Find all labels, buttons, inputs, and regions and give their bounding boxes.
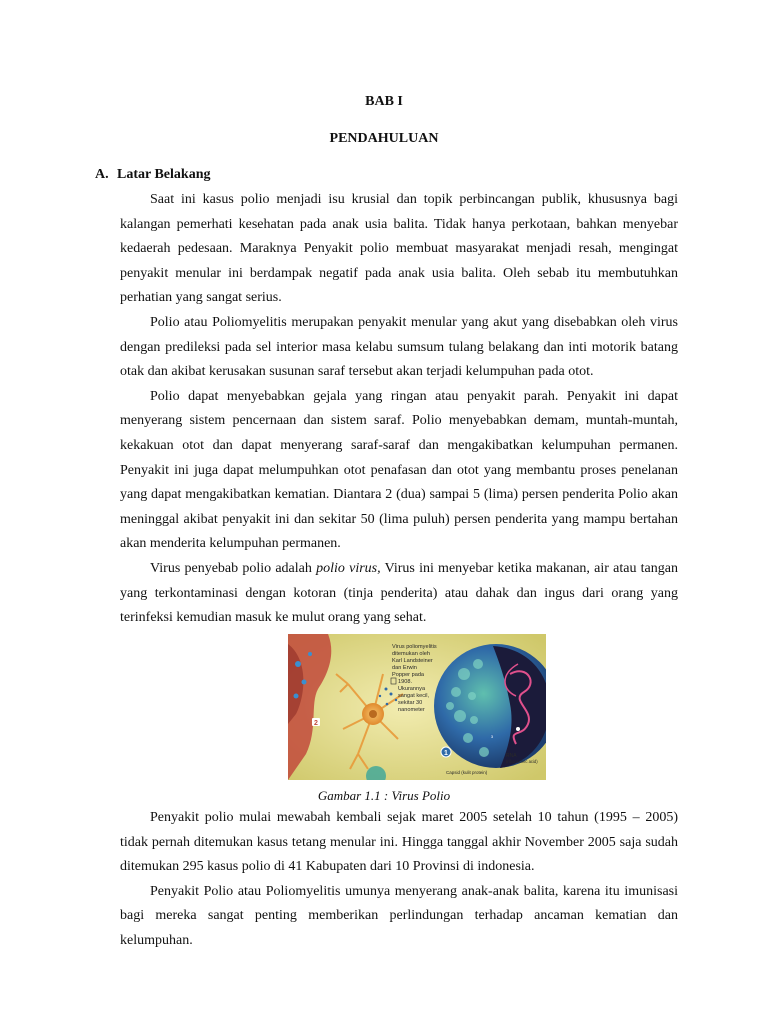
paragraph: Penyakit Polio atau Poliomyelitis umunya menyerang anak-anak balita, karena itu imunisasi bagi mereka sangat penting memberikan perlindungan terhadap ancaman kematian dan kelumpuhan. xyxy=(120,883,678,948)
virus-paragraph xyxy=(120,557,678,631)
chapter-subtitle: PENDAHULUAN xyxy=(329,131,439,146)
annotation-line: Virus poliomyelitis xyxy=(392,644,437,650)
rna-label: RNA xyxy=(506,753,517,759)
annotation-line: Popper pada xyxy=(392,672,425,678)
figure-caption: Gambar 1.1 : Virus Polio xyxy=(317,788,451,803)
capsid-label: Capsid (kulit protein) xyxy=(446,770,488,775)
virus-paragraph-end: Virus ini menyebar ketika makanan, air atau tangan yang terkontaminasi dengan kotoran (tinja penderita) atau dahak dan ingus dari orang yang terinfeksi kemudian masuk ke mulut orang yang sehat. xyxy=(120,560,678,626)
virus-name-italic: polio virus, xyxy=(316,560,381,576)
rna-sublabel: (ribonucleic acid) xyxy=(506,759,538,764)
chapter-title: BAB I xyxy=(365,94,403,109)
annotation-line: Ukurannya xyxy=(398,686,426,692)
polio-virus-figure xyxy=(288,634,546,780)
body-text-top xyxy=(120,188,678,631)
annotation-line: Karl Landsteiner xyxy=(392,658,433,664)
section-title: Latar Belakang xyxy=(117,167,211,182)
annotation-line: nanometer xyxy=(398,707,425,713)
annotation-line: sekitar 30 xyxy=(398,700,423,706)
annotation-line: dan Erwin xyxy=(392,665,417,671)
paragraph: Penyakit polio mulai mewabah kembali sejak maret 2005 setelah 10 tahun (1995 – 2005) tidak pernah ditemukan kasus tetang menular ini. Hingga tanggal akhir November 2005 saja sudah ditemukan 295 kasus polio di 41 Kabupaten dari 10 Provinsi di indonesia. xyxy=(120,810,678,875)
paragraph: Polio dapat menyebabkan gejala yang ringan atau penyakit parah. Penyakit ini dapat menyerang sistem pencernaan dan sistem saraf. Polio menyebabkan demam, muntah-muntah, kekakuan otot dan dapat menyerang saraf-saraf dan mengakibatkan kelumpuhan permanen. Penyakit ini juga dapat melumpuhkan otot penafasan dan otot yang membantu proses penelanan yang dapat mengakibatkan kematian. Diantara 2 (dua) sampai 5 (lima) persen penderita Polio akan meninggal akibat penyakit ini dan sekitar 50 (lima puluh) persen penderita yang mampu bertahan akan menderita kelumpuhan permanen. xyxy=(120,388,678,552)
paragraph: Polio atau Poliomyelitis merupakan penyakit menular yang akut yang disebabkan oleh virus dengan predileksi pada sel interior masa kelabu sumsum tulang belakang dan inti motorik batang otak dan akibat kerusakan susunan saraf tersebut akan terjadi kelumpuhan pada otot. xyxy=(120,314,678,380)
body-text-bottom xyxy=(120,806,678,954)
marker-3: 3 xyxy=(490,734,494,739)
section-heading xyxy=(95,167,210,183)
marker-1: 1 xyxy=(444,750,448,757)
annotation-line: sangat kecil, xyxy=(398,693,430,699)
marker-2: 2 xyxy=(314,720,318,727)
polio-virus-illustration xyxy=(288,634,546,780)
virus-paragraph-start: Virus penyebab polio adalah xyxy=(150,560,317,576)
annotation-line: 1908. xyxy=(398,679,412,685)
section-number: A. xyxy=(95,167,109,182)
annotation-line: ditemukan oleh xyxy=(392,651,430,657)
paragraph: Saat ini kasus polio menjadi isu krusial dan topik perbincangan publik, khususnya bagi kalangan pemerhati kesehatan pada anak usia balita. Tidak hanya perkotaan, bahkan menyebar kedaerah pedesaan. Maraknya Penyakit polio membuat masyarakat menjadi resah, mengingat penyakit menular ini berdampak negatif pada anak usia balita. Oleh sebab itu membutuhkan perhatian yang sangat serius. xyxy=(120,192,678,306)
